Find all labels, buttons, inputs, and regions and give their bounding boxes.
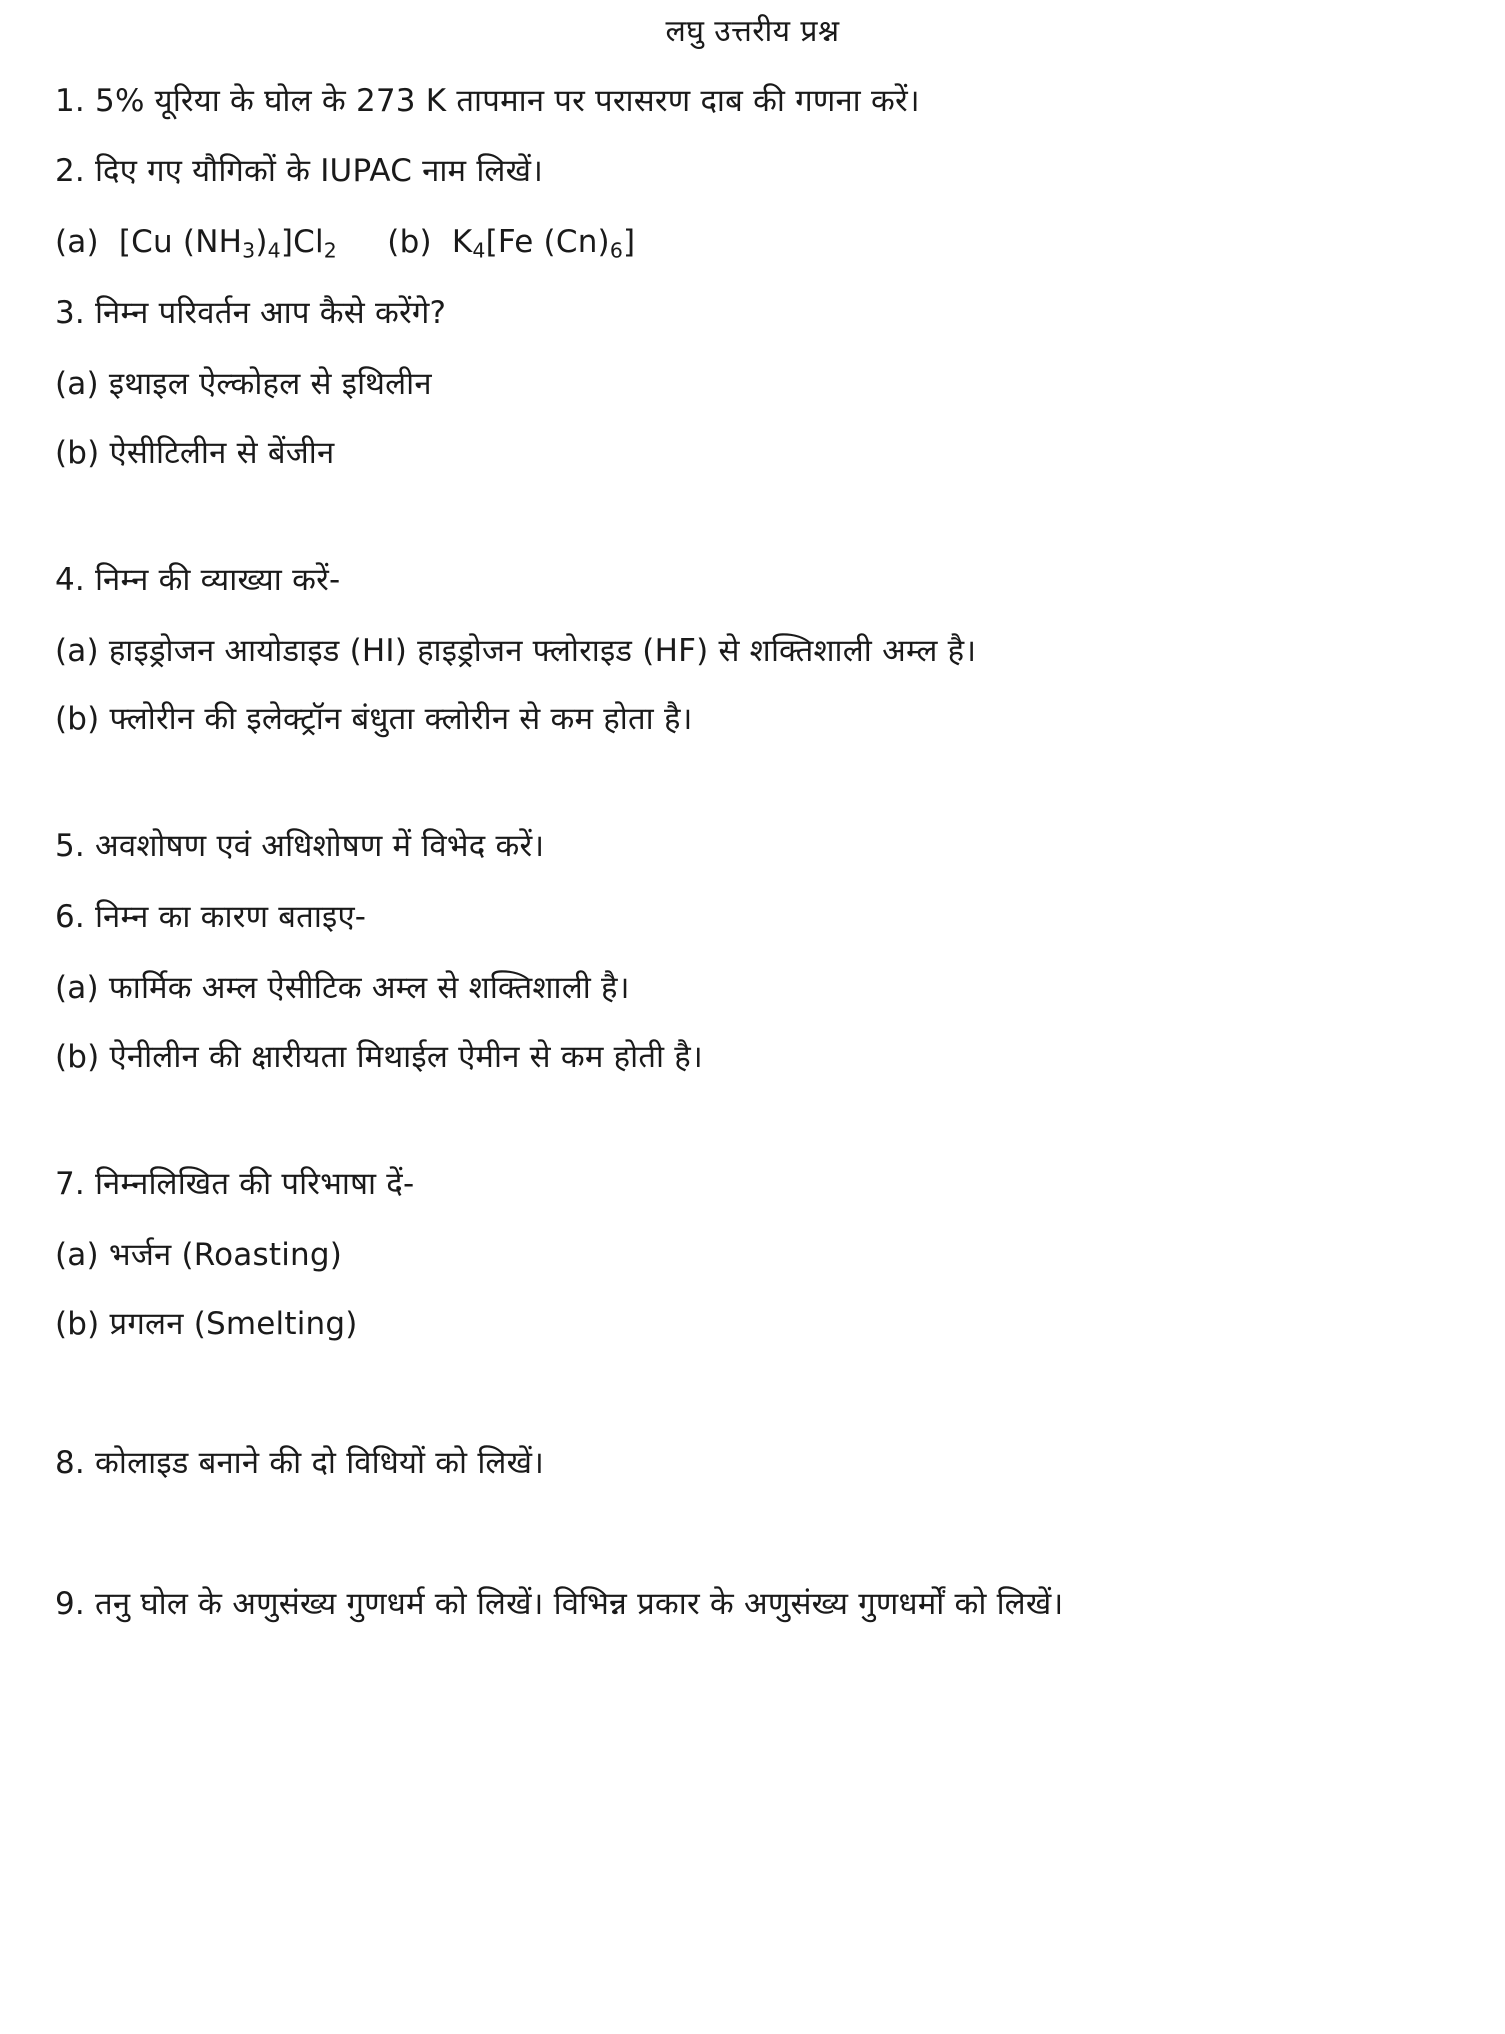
q2-option-a-sub1: 3 <box>242 239 256 264</box>
q2-option-a-mid2: ]Cl <box>280 224 324 261</box>
question-5: 5. अवशोषण एवं अधिशोषण में विभेद करें। <box>55 828 545 865</box>
q2-option-b-sub1: 4 <box>472 239 486 264</box>
question-8: 8. कोलाइड बनाने की दो विधियों को लिखें। <box>55 1444 545 1481</box>
q2-option-b-end: ] <box>623 224 636 261</box>
q2-option-b-sub2: 6 <box>609 239 624 264</box>
question-6: 6. निम्न का कारण बताइए- <box>55 899 367 936</box>
question-9: 9. तनु घोल के अणुसंख्य गुणधर्म को लिखें। विभिन्न प्रकार के अणुसंख्य गुणधर्मों को लिखें। <box>55 1585 1064 1622</box>
question-7-option-b: (b) प्रगलन (Smelting) <box>55 1306 358 1342</box>
question-3-option-b: (b) ऐसीटिलीन से बेंजीन <box>55 434 335 471</box>
page-title: लघु उत्तरीय प्रश्न <box>665 14 840 49</box>
spacer <box>55 500 1345 558</box>
question-6-option-b: (b) ऐनीलीन की क्षारीयता मिथाईल ऐमीन से कम होती है। <box>55 1039 703 1076</box>
question-7-option-a: (a) भर्जन (Roasting) <box>55 1237 343 1274</box>
q2-options-spacer <box>337 224 387 260</box>
questions-list <box>55 79 1345 1627</box>
q2-option-b-mid: [Fe (Cn) <box>485 224 610 261</box>
q2-option-a-prefix: (a) [Cu (NH <box>55 224 243 261</box>
question-6-option-a: (a) फार्मिक अम्ल ऐसीटिक अम्ल से शक्तिशाली है। <box>55 970 630 1007</box>
question-4-option-a: (a) हाइड्रोजन आयोडाइड (HI) हाइड्रोजन फ्लोराइड (HF) से शक्तिशाली अम्ल है। <box>55 632 977 669</box>
q2-option-a-sub3: 2 <box>323 239 337 264</box>
question-7: 7. निम्नलिखित की परिभाषा दें- <box>55 1166 415 1203</box>
question-3-option-a: (a) इथाइल ऐल्कोहल से इथिलीन <box>55 365 432 402</box>
question-2-options <box>55 220 1345 266</box>
spacer <box>55 1512 1345 1582</box>
question-4: 4. निम्न की व्याख्या करें- <box>55 561 341 598</box>
q2-option-b-prefix: (b) K <box>387 224 473 261</box>
spacer <box>55 766 1345 824</box>
spacer <box>55 1371 1345 1441</box>
q2-option-a-mid: ) <box>255 224 268 261</box>
question-3: 3. निम्न परिवर्तन आप कैसे करेंगे? <box>55 294 447 331</box>
question-1: 1. 5% यूरिया के घोल के 273 K तापमान पर परासरण दाब की गणना करें। <box>55 82 920 119</box>
question-4-option-b: (b) फ्लोरीन की इलेक्ट्रॉन बंधुता क्लोरीन से कम होता है। <box>55 701 693 738</box>
question-2: 2. दिए गए यौगिकों के IUPAC नाम लिखें। <box>55 153 544 190</box>
q2-option-a-sub2: 4 <box>267 239 281 264</box>
spacer <box>55 1104 1345 1162</box>
